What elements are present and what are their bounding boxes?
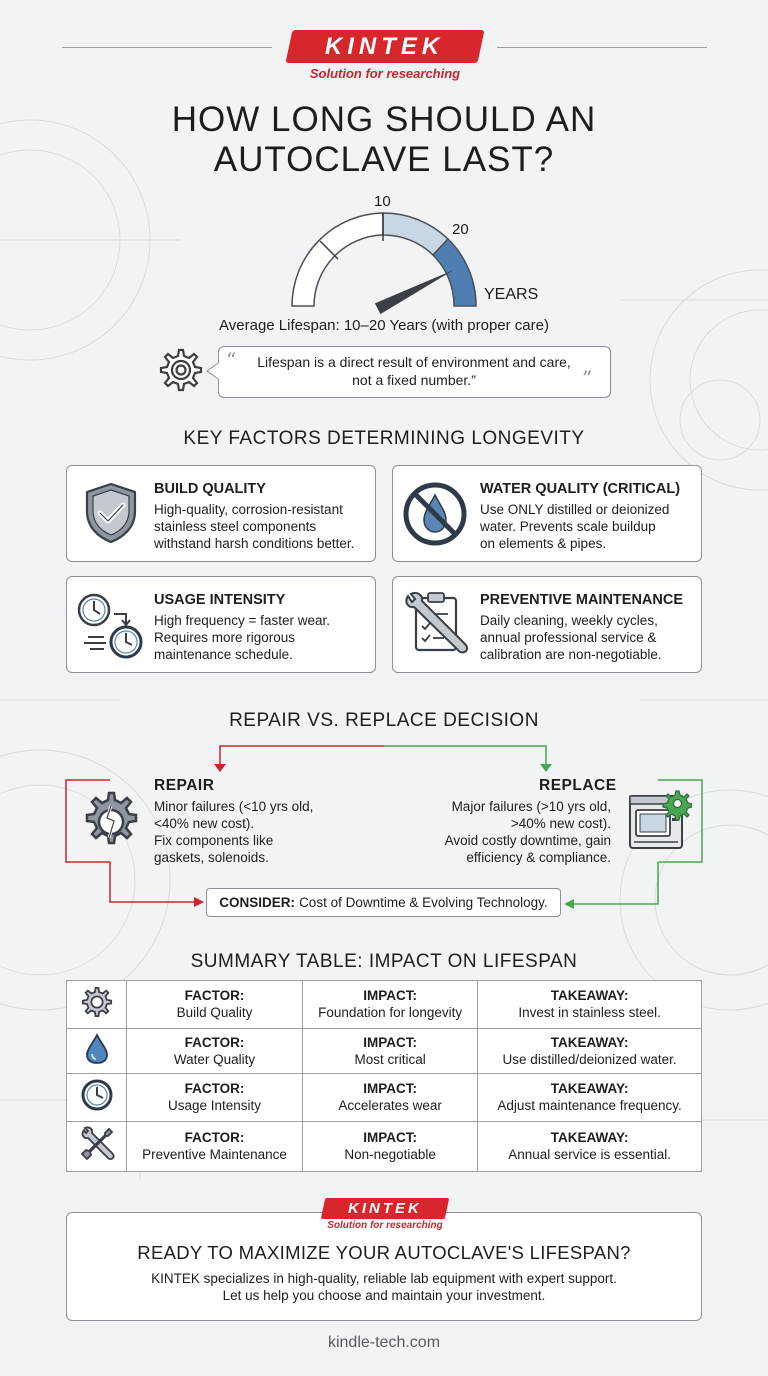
factor-line: annual professional service & (480, 630, 657, 645)
logo-tagline: Solution for researching (309, 66, 461, 81)
header-rule-left (62, 47, 272, 48)
table-cell-impact (303, 1028, 478, 1073)
repair-consider-arrow (110, 862, 196, 902)
quote-close-mark: ” (582, 366, 593, 390)
table-cell-impact (303, 981, 478, 1029)
factor-line: Use ONLY distilled or deionized (480, 502, 670, 517)
impact-label: IMPACT: (363, 1081, 418, 1097)
table-icon-cell (67, 1121, 127, 1171)
factor-body-preventive-maintenance (480, 612, 662, 663)
replace-arrow (384, 746, 546, 766)
replace-consider-arrow (572, 862, 658, 904)
factor-title-usage-intensity: USAGE INTENSITY (154, 592, 286, 608)
factor-line: High-quality, corrosion-resistant (154, 502, 343, 517)
replace-body (410, 798, 611, 866)
footer-website-link[interactable]: kindle-tech.com (327, 1334, 441, 1351)
shield-check-icon (82, 481, 140, 545)
table-row (67, 1028, 702, 1073)
table-cell-factor (127, 1074, 303, 1122)
factor-line: on elements & pipes. (480, 536, 607, 551)
factor-line: stainless steel components (154, 519, 317, 534)
factor-label: FACTOR: (184, 1034, 245, 1050)
gauge-needle (375, 270, 454, 314)
gear-icon (80, 985, 114, 1019)
factor-line: Daily cleaning, weekly cycles, (480, 613, 658, 628)
table-icon-cell (67, 1028, 127, 1073)
factor-label: FACTOR: (184, 1130, 245, 1146)
page-title-line2: AUTOCLAVE LAST? (213, 140, 555, 179)
takeaway-label: TAKEAWAY: (550, 988, 629, 1004)
impact-label: IMPACT: (363, 1034, 418, 1050)
page-title (100, 100, 668, 180)
repair-line: Fix components like (154, 833, 274, 848)
water-drop-icon (84, 1033, 110, 1065)
cta-kintek-logo[interactable] (321, 1198, 449, 1219)
consider-label: CONSIDER: (219, 895, 296, 910)
table-cell-takeaway (478, 981, 702, 1029)
repair-line: <40% new cost). (154, 816, 255, 831)
factor-value: Water Quality (173, 1051, 256, 1067)
takeaway-label: TAKEAWAY: (550, 1081, 629, 1097)
factor-line: High frequency = faster wear. (154, 613, 330, 628)
tools-icon (79, 1126, 115, 1162)
table-row (67, 1074, 702, 1122)
gauge-unit: YEARS (484, 286, 539, 303)
factor-label: FACTOR: (184, 988, 245, 1004)
replace-title: REPLACE (539, 777, 617, 794)
autoclave-machine-icon (626, 788, 692, 854)
table-row (67, 981, 702, 1029)
table-cell-takeaway (478, 1028, 702, 1073)
gauge-caption: Average Lifespan: 10–20 Years (with proper care) (219, 317, 549, 334)
repair-line: gaskets, solenoids. (154, 850, 269, 865)
repair-line: Minor failures (<10 yrs old, (154, 799, 314, 814)
table-icon-cell (67, 981, 127, 1029)
wrench-clipboard-icon (402, 590, 470, 660)
factor-line: withstand harsh conditions better. (154, 536, 355, 551)
factor-value: Build Quality (176, 1005, 253, 1021)
table-cell-takeaway (478, 1074, 702, 1122)
factors-section-title: KEY FACTORS DETERMINING LONGEVITY (183, 428, 585, 449)
gauge-label-10: 10 (374, 193, 391, 210)
table-cell-factor (127, 1028, 303, 1073)
cta-line1: KINTEK specializes in high-quality, reliable lab equipment with expert support. (151, 1271, 617, 1286)
factor-line: calibration are non-negotiable. (480, 647, 662, 662)
replace-line: >40% new cost). (510, 816, 611, 831)
replace-line: efficiency & compliance. (466, 850, 611, 865)
factor-line: Requires more rigorous (154, 630, 296, 645)
takeaway-value: Adjust maintenance frequency. (497, 1098, 682, 1114)
clocks-icon (74, 590, 146, 662)
table-cell-impact (303, 1121, 478, 1171)
summary-section-title: SUMMARY TABLE: IMPACT ON LIFESPAN (190, 951, 578, 972)
quote-line1: Lifespan is a direct result of environment and care, (257, 354, 571, 370)
repair-title: REPAIR (154, 777, 215, 794)
broken-gear-icon (76, 790, 142, 854)
takeaway-value: Annual service is essential. (508, 1147, 672, 1163)
factor-title-build-quality: BUILD QUALITY (154, 481, 266, 497)
table-icon-cell (67, 1074, 127, 1122)
factor-line: water. Prevents scale buildup (480, 519, 656, 534)
consider-text: Cost of Downtime & Evolving Technology. (299, 895, 548, 910)
factor-body-water-quality (480, 501, 669, 552)
page-title-line1: HOW LONG SHOULD AN (171, 100, 597, 139)
impact-value: Most critical (354, 1051, 426, 1067)
takeaway-value: Use distilled/deionized water. (502, 1051, 677, 1067)
impact-value: Non-negotiable (344, 1147, 436, 1163)
takeaway-label: TAKEAWAY: (550, 1034, 629, 1050)
quote-open-mark: “ (226, 348, 237, 372)
gear-icon (155, 346, 203, 394)
impact-label: IMPACT: (363, 988, 418, 1004)
cta-logo-tagline: Solution for researching (310, 1220, 460, 1231)
takeaway-label: TAKEAWAY: (550, 1130, 629, 1146)
decision-section-title: REPAIR VS. REPLACE DECISION (229, 710, 539, 731)
table-cell-factor (127, 1121, 303, 1171)
gauge-label-20: 20 (452, 221, 469, 238)
impact-value: Foundation for longevity (318, 1005, 463, 1021)
cta-title: READY TO MAXIMIZE YOUR AUTOCLAVE'S LIFESPAN? (137, 1242, 631, 1263)
factor-body-usage-intensity (154, 612, 330, 663)
logo-text: KINTEK (325, 32, 445, 60)
cta-logo-text: KINTEK (348, 1200, 422, 1217)
factor-value: Preventive Maintenance (142, 1147, 287, 1163)
factor-title-water-quality: WATER QUALITY (CRITICAL) (480, 481, 681, 497)
impact-value: Accelerates wear (338, 1098, 442, 1114)
repair-arrow (220, 746, 384, 766)
clock-icon (80, 1078, 114, 1112)
replace-line: Avoid costly downtime, gain (444, 833, 611, 848)
factor-value: Usage Intensity (168, 1098, 262, 1114)
summary-table (66, 980, 702, 1172)
table-cell-factor (127, 981, 303, 1029)
kintek-logo[interactable] (285, 30, 484, 63)
cta-line2: Let us help you choose and maintain your investment. (222, 1288, 546, 1303)
quote-line2: not a fixed number.” (352, 372, 476, 388)
consider-box (206, 888, 561, 917)
cta-body (66, 1270, 702, 1304)
quote-text (236, 353, 592, 389)
factor-title-preventive-maintenance: PREVENTIVE MAINTENANCE (480, 592, 684, 608)
table-cell-impact (303, 1074, 478, 1122)
no-water-icon (402, 481, 468, 547)
factor-line: maintenance schedule. (154, 647, 293, 662)
gauge-segment-high (433, 239, 476, 306)
factor-body-build-quality (154, 501, 354, 552)
table-cell-takeaway (478, 1121, 702, 1171)
table-row (67, 1121, 702, 1171)
factor-label: FACTOR: (184, 1081, 245, 1097)
quote-pointer-fill (208, 363, 219, 379)
impact-label: IMPACT: (363, 1130, 418, 1146)
header-rule-right (497, 47, 707, 48)
replace-line: Major failures (>10 yrs old, (451, 799, 611, 814)
repair-body (154, 798, 313, 866)
takeaway-value: Invest in stainless steel. (518, 1005, 661, 1021)
